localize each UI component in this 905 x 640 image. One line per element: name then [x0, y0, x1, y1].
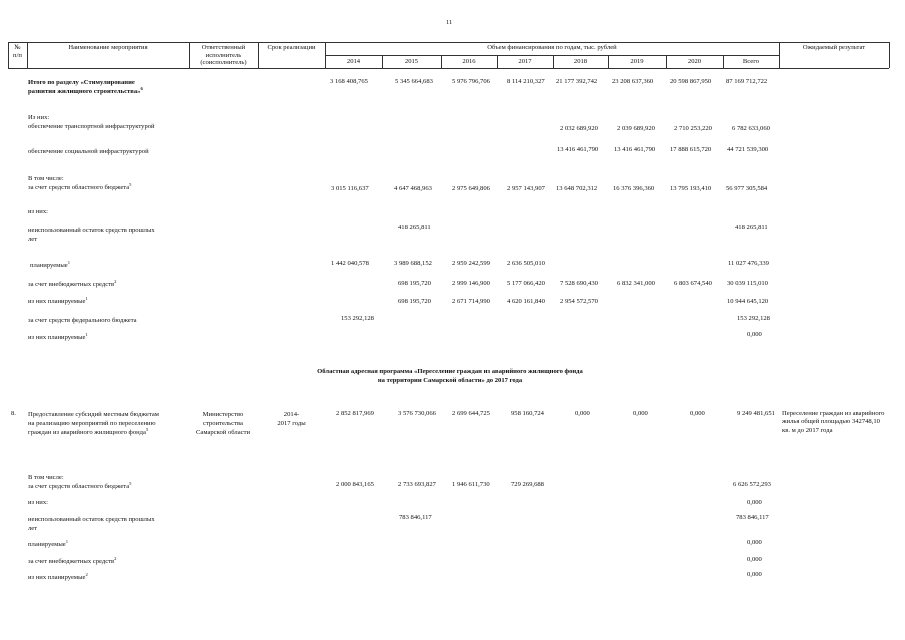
extra-planned-2017: 4 620 161,840: [507, 298, 545, 305]
planned-2014: 1 442 040,578: [331, 260, 369, 267]
social-2019: 13 416 461,790: [614, 146, 656, 153]
planned-sum: 11 027 476,339: [728, 260, 769, 267]
total-2020: 20 598 867,950: [670, 78, 712, 85]
program-title-line-1: Областная адресная программа «Переселение граждан из аварийного жилищного фонда: [317, 368, 583, 375]
row-8-2014: 2 852 817,969: [336, 410, 374, 417]
s2-iz-nih-label: из них:: [28, 499, 48, 506]
total-label: Итого по разделу «Стимулирование развития жилищного строительства»$^6$: [28, 79, 143, 95]
header-term: Срок реализации: [267, 44, 316, 51]
iz-nih-2-label: из них:: [28, 208, 48, 215]
regional-sum: 56 977 305,584: [726, 185, 768, 192]
header-year-2017: 2017: [518, 58, 532, 65]
header-year-2015: 2015: [404, 58, 419, 65]
s2-extrabudget-label: за счет внебюджетных средств$^2$: [28, 556, 117, 565]
regional-2014: 3 015 116,637: [331, 185, 369, 192]
social-2020: 17 888 615,720: [670, 146, 712, 153]
s2-v-tom-chisle-label: В том числе:: [28, 474, 64, 481]
extrabudget-sum: 30 039 115,010: [727, 280, 768, 287]
extrabudget-2019: 6 832 341,000: [617, 280, 655, 287]
extrabudget-2020: 6 803 674,540: [674, 280, 712, 287]
regional-2018: 13 648 702,312: [556, 185, 598, 192]
total-sum: 87 169 712,722: [726, 78, 768, 85]
row-8-2020: 0,000: [690, 410, 705, 417]
header-financing: Объем финансирования по годам, тыс. рублей: [487, 44, 617, 51]
row-8-term: 2014- 2017 годы: [277, 411, 306, 427]
extrabudget-label: за счет внебюджетных средств$^2$: [28, 279, 117, 288]
planned-2016: 2 959 242,599: [452, 260, 490, 267]
regional-2016: 2 975 649,806: [452, 185, 490, 192]
s2-iz-nih-value: 0,000: [747, 499, 762, 506]
row-8-responsible: Министерство строительства Самарской области: [196, 411, 250, 436]
regional-budget-label: за счет средств областного бюджета$^5$: [28, 182, 132, 191]
unused-balance-label: неиспользованный остаток средств прошлых лет: [28, 227, 155, 243]
s2-regional-2016: 1 946 611,730: [452, 481, 490, 488]
header-year-2014: 2014: [346, 58, 361, 65]
v-tom-chisle-label: В том числе:: [28, 175, 64, 182]
header-name: Наименование мероприятия: [68, 44, 148, 51]
s2-extrabudget-value: 0,000: [747, 556, 762, 563]
extra-planned-2015: 698 195,720: [398, 298, 431, 305]
social-sum: 44 721 539,300: [727, 146, 769, 153]
header-years-line: [325, 55, 779, 56]
s2-planned-label: планируемые$^1$: [28, 539, 68, 548]
s2-regional-sum: 6 626 572,293: [733, 481, 771, 488]
extra-planned-sum: 10 944 645,120: [727, 298, 769, 305]
s2-regional-2014: 2 000 843,165: [336, 481, 374, 488]
social-2018: 13 416 461,790: [557, 146, 599, 153]
header-year-total: Всего: [742, 58, 760, 65]
header-bottom-line: [8, 68, 889, 69]
regional-2017: 2 957 143,907: [507, 185, 545, 192]
header-year-2016: 2016: [462, 58, 476, 65]
row-8-2019: 0,000: [633, 410, 648, 417]
regional-2019: 16 376 396,360: [613, 185, 655, 192]
federal-sum: 153 292,128: [737, 315, 770, 322]
header-year-2019: 2019: [630, 58, 644, 65]
iz-nih-label: Из них:: [28, 114, 50, 121]
planned-label: планируемые$^1$: [30, 260, 70, 269]
row-8-expected-result: Переселение граждан из аварийного жилья общей площадью 342748,10 кв. м до 2017 года: [782, 410, 885, 434]
extra-planned-2016: 2 671 714,990: [452, 298, 490, 305]
extrabudget-2018: 7 528 690,430: [560, 280, 598, 287]
page-number: 11: [446, 19, 453, 26]
header-top-line: [8, 42, 889, 43]
planned-2017: 2 636 505,010: [507, 260, 545, 267]
header-responsible: Ответственный исполнитель (соисполнитель): [200, 44, 247, 67]
total-2017: 8 114 210,327: [507, 78, 545, 85]
header-no: № п/п: [13, 44, 22, 59]
row-8-2017: 958 160,724: [511, 410, 544, 417]
row-8-number: 8.: [11, 410, 16, 417]
federal-planned-sum: 0,000: [747, 331, 762, 338]
total-2019: 23 208 637,360: [612, 78, 654, 85]
extrabudget-2015: 698 195,720: [398, 280, 431, 287]
extra-planned-2018: 2 954 572,570: [560, 298, 598, 305]
total-2018: 21 177 392,742: [556, 78, 598, 85]
row-8-2015: 3 576 730,066: [398, 410, 436, 417]
row-8-2018: 0,000: [575, 410, 590, 417]
s2-regional-budget-label: за счет средств областного бюджета$^5$: [28, 481, 132, 490]
s2-unused-balance-label: неиспользованный остаток средств прошлых лет: [28, 516, 155, 532]
unused-sum: 418 265,811: [735, 224, 768, 231]
row-8-name: Предоставление субсидий местным бюджетам на реализацию мероприятий по переселению граждан из аварийного жилищного фонда$^5$: [28, 411, 159, 436]
s2-regional-2017: 729 269,688: [511, 481, 544, 488]
s2-extra-planned-value: 0,000: [747, 571, 762, 578]
row-8-sum: 9 249 481,651: [737, 410, 775, 417]
regional-2015: 4 647 468,963: [394, 185, 432, 192]
s2-planned-value: 0,000: [747, 539, 762, 546]
s2-regional-2015: 2 733 693,827: [398, 481, 436, 488]
s2-unused-2015: 783 846,117: [399, 514, 432, 521]
federal-budget-label: за счет средств федерального бюджета: [28, 317, 137, 324]
federal-planned-label: из них планируемые$^1$: [28, 332, 88, 341]
transport-2019: 2 039 689,920: [617, 125, 655, 132]
total-2015: 5 345 664,683: [395, 78, 433, 85]
transport-sum: 6 782 633,060: [732, 125, 770, 132]
federal-2014: 153 292,128: [341, 315, 374, 322]
row-8-2016: 2 699 644,725: [452, 410, 490, 417]
planned-2015: 3 989 688,152: [394, 260, 432, 267]
header-year-2020: 2020: [687, 58, 702, 65]
extra-planned-label: из них планируемые$^1$: [28, 296, 88, 305]
social-label: обеспечение социальной инфраструктурой: [28, 148, 149, 155]
extrabudget-2017: 5 177 066,420: [507, 280, 545, 287]
unused-2015: 418 265,811: [398, 224, 431, 231]
total-2014: 3 168 408,765: [330, 78, 368, 85]
s2-extra-planned-label: из них планируемые$^2$: [28, 572, 88, 581]
s2-unused-sum: 783 846,117: [736, 514, 769, 521]
transport-2018: 2 032 689,920: [560, 125, 598, 132]
total-2016: 5 976 796,706: [452, 78, 490, 85]
regional-2020: 13 795 193,410: [670, 185, 712, 192]
transport-label: обеспечение транспортной инфраструктурой: [28, 123, 155, 130]
transport-2020: 2 710 253,220: [674, 125, 712, 132]
program-title-line-2: на территории Самарской области» до 2017 года: [377, 377, 523, 384]
header-result: Ожидаемый результат: [802, 44, 866, 51]
extrabudget-2016: 2 999 146,900: [452, 280, 490, 287]
header-year-2018: 2018: [573, 58, 588, 65]
